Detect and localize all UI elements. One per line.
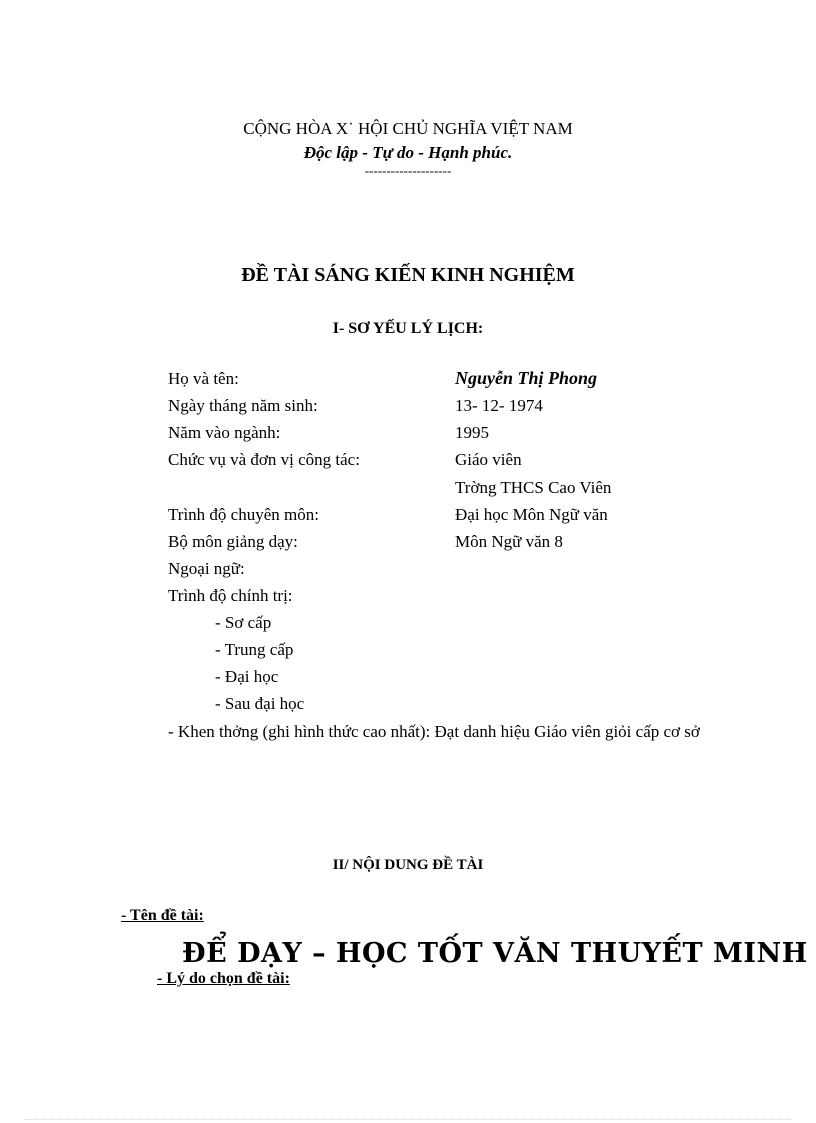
field-label-name: Họ và tên: bbox=[168, 369, 239, 388]
header-separator: -------------------- bbox=[364, 163, 452, 178]
field-label-foreign-language: Ngoại ngữ: bbox=[168, 559, 245, 578]
field-value-position: Giáo viên bbox=[455, 450, 522, 469]
political-level-item: - Trung cấp bbox=[215, 640, 294, 659]
field-value-birthdate: 13- 12- 1974 bbox=[455, 396, 543, 415]
document-title: ĐỀ TÀI SÁNG KIẾN KINH NGHIỆM bbox=[241, 264, 575, 286]
field-value-qualification: Đại học Môn Ngữ văn bbox=[455, 505, 608, 524]
political-level-item: - Sau đại học bbox=[215, 694, 305, 713]
section1-heading: I- SƠ YẾU LÝ LỊCH: bbox=[332, 320, 484, 337]
field-value-subject: Môn Ngữ văn 8 bbox=[455, 532, 563, 551]
topic-title: ĐỂ DẠY – HỌC TỐT VĂN THUYẾT MINH bbox=[182, 938, 808, 969]
field-value-start-year: 1995 bbox=[455, 423, 489, 442]
field-value-name: Nguyễn Thị Phong bbox=[455, 368, 598, 388]
section2-heading: II/ NỘI DUNG ĐỀ TÀI bbox=[332, 857, 484, 873]
field-label-political-level: Trình độ chính trị: bbox=[168, 586, 293, 605]
field-label-start-year: Năm vào ngành: bbox=[168, 423, 281, 442]
field-label-birthdate: Ngày tháng năm sinh: bbox=[168, 396, 318, 415]
page-bottom-border bbox=[24, 1119, 792, 1120]
topic-label: - Tên đề tài: bbox=[121, 907, 204, 924]
national-title: CỘNG HÒA X˙ HỘI CHỦ NGHĨA VIỆT NAM bbox=[243, 119, 573, 138]
political-level-item: - Sơ cấp bbox=[215, 613, 272, 632]
field-label-position: Chức vụ và đơn vị công tác: bbox=[168, 450, 360, 469]
reason-label: - Lý do chọn đề tài: bbox=[157, 970, 290, 987]
field-label-qualification: Trình độ chuyên môn: bbox=[168, 505, 319, 524]
political-level-item: - Đại học bbox=[215, 667, 279, 686]
motto: Độc lập - Tự do - Hạnh phúc. bbox=[303, 143, 513, 162]
field-label-subject: Bộ môn giảng dạy: bbox=[168, 532, 298, 551]
award-line: - Khen thởng (ghi hình thức cao nhất): Đạt danh hiệu Giáo viên giỏi cấp cơ sở bbox=[168, 722, 700, 741]
field-value-school: Trờng THCS Cao Viên bbox=[455, 478, 612, 497]
